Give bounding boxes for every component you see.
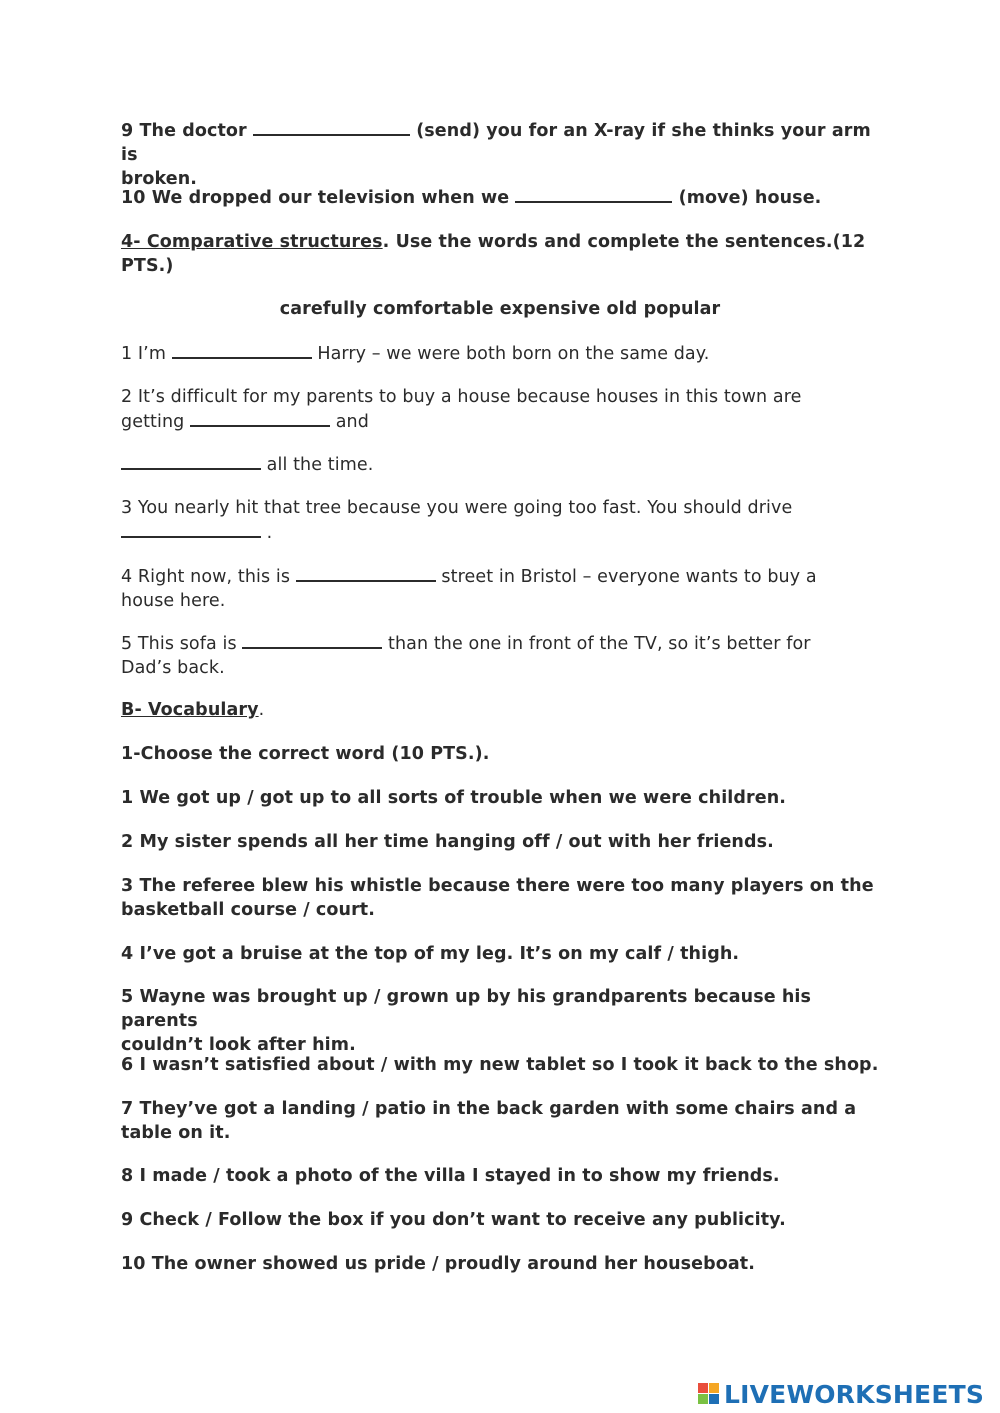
cq1-text-a: 1 I’m [121, 344, 166, 364]
cq2-text-a: getting [121, 412, 185, 432]
vocab-q7-line1: 7 They’ve got a landing / patio in the back garden with some chairs and a [121, 1099, 857, 1119]
q9-blank[interactable] [253, 118, 410, 136]
logo-text: LIVEWORKSHEETS [724, 1379, 985, 1409]
word-bank: carefully comfortable expensive old popular [279, 299, 721, 319]
q10-blank[interactable] [515, 185, 672, 203]
vocabulary-instruction: 1-Choose the correct word (10 PTS.). [121, 744, 490, 764]
vocabulary-heading-title: B- Vocabulary [121, 700, 259, 720]
vocab-q10[interactable]: 10 The owner showed us pride / proudly around her houseboat. [121, 1254, 755, 1274]
cq1-text-b: Harry – we were both born on the same day. [317, 344, 710, 364]
cq2-blank-2[interactable] [121, 452, 261, 470]
q9-text-a: 9 The doctor [121, 121, 247, 141]
cq2-blank-1[interactable] [190, 409, 330, 427]
vocab-q8[interactable]: 8 I made / took a photo of the villa I stayed in to show my friends. [121, 1166, 780, 1186]
vocabulary-heading [121, 698, 881, 722]
cq2-text-c: all the time. [266, 455, 374, 475]
vocab-q9[interactable]: 9 Check / Follow the box if you don’t want to receive any publicity. [121, 1210, 786, 1230]
vocab-q7[interactable] [121, 1097, 881, 1145]
cq4-blank[interactable] [296, 564, 436, 582]
vocab-q3[interactable] [121, 874, 881, 922]
cq5-text-a: 5 This sofa is [121, 634, 237, 654]
cq3-line1: 3 You nearly hit that tree because you were going too fast. You should drive [121, 498, 793, 518]
vocab-q5-line1: 5 Wayne was brought up / grown up by his grandparents because his parents [121, 987, 812, 1031]
comparative-q4 [121, 564, 881, 613]
grammar-q10 [121, 185, 881, 210]
q10-text-a: 10 We dropped our television when we [121, 188, 510, 208]
comparatives-heading-title: 4- Comparative structures [121, 232, 383, 252]
vocab-q3-line2: basketball course / court. [121, 900, 376, 920]
comparative-q5 [121, 631, 881, 680]
cq2-text-b: and [335, 412, 369, 432]
liveworksheets-mark-icon [698, 1383, 720, 1405]
vocab-q6[interactable]: 6 I wasn’t satisfied about / with my new tablet so I took it back to the shop. [121, 1055, 879, 1075]
comparatives-heading-line2: PTS.) [121, 256, 174, 276]
cq3-text-b: . [266, 523, 273, 543]
q9-text-c: broken. [121, 169, 198, 189]
cq3-blank[interactable] [121, 520, 261, 538]
cq4-text-b: street in Bristol – everyone wants to buy a [441, 567, 817, 587]
comparatives-heading [121, 230, 881, 278]
liveworksheets-logo[interactable] [698, 1378, 984, 1410]
vocab-q5[interactable] [121, 985, 881, 1057]
cq4-text-a: 4 Right now, this is [121, 567, 291, 587]
comparatives-heading-rest: . Use the words and complete the sentences.(12 [382, 232, 866, 252]
vocab-q7-line2: table on it. [121, 1123, 231, 1143]
cq5-text-c: Dad’s back. [121, 658, 225, 678]
cq5-text-b: than the one in front of the TV, so it’s better for [388, 634, 811, 654]
vocab-q3-line1: 3 The referee blew his whistle because there were too many players on the [121, 876, 874, 896]
vocab-q4[interactable]: 4 I’ve got a bruise at the top of my leg. It’s on my calf / thigh. [121, 944, 740, 964]
vocab-q5-line2: couldn’t look after him. [121, 1035, 356, 1055]
cq1-blank[interactable] [172, 341, 312, 359]
grammar-q9 [121, 118, 881, 191]
comparative-q2-cont [121, 452, 881, 477]
q10-text-b: (move) house. [678, 188, 822, 208]
q9-text-b: (send) you for an X-ray if she thinks your arm is [121, 121, 871, 165]
cq4-text-c: house here. [121, 591, 226, 611]
cq2-line1: 2 It’s difficult for my parents to buy a house because houses in this town are [121, 387, 802, 407]
comparative-q2 [121, 385, 881, 434]
vocab-q2[interactable]: 2 My sister spends all her time hanging off / out with her friends. [121, 832, 774, 852]
vocabulary-heading-rest: . [258, 700, 265, 720]
comparative-q3 [121, 496, 881, 545]
vocab-q1[interactable]: 1 We got up / got up to all sorts of trouble when we were children. [121, 788, 787, 808]
comparative-q1 [121, 341, 881, 366]
cq5-blank[interactable] [242, 631, 382, 649]
